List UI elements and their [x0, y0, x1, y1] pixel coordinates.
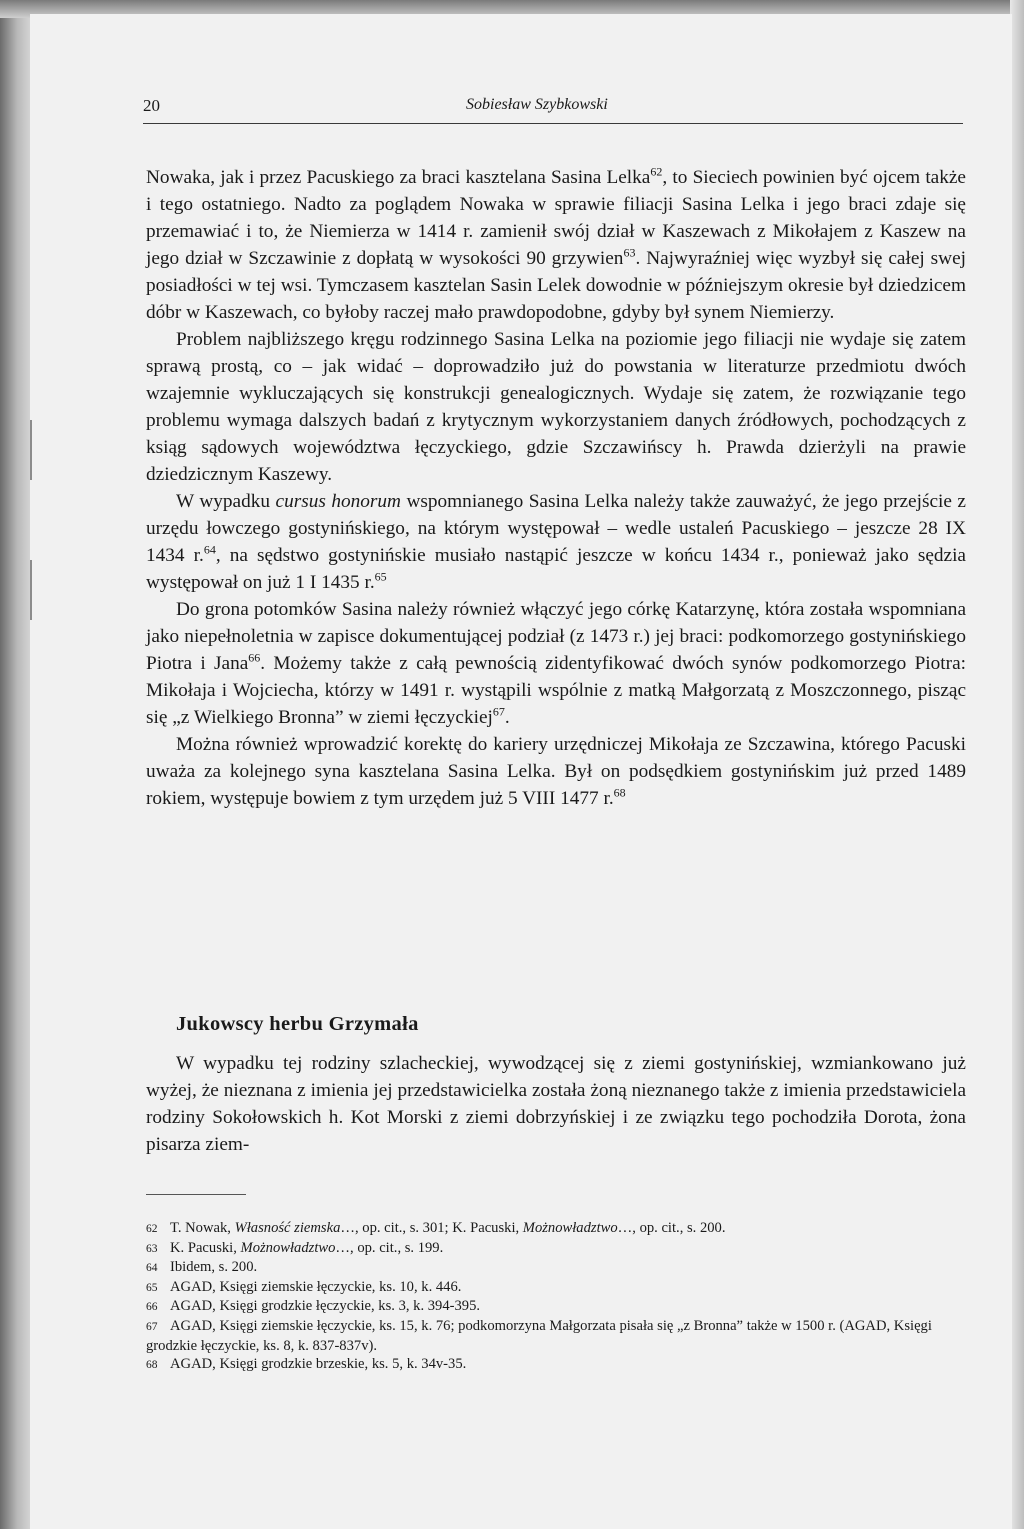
footnote-text: K. Pacuski,: [170, 1239, 241, 1256]
footnote-ref: 66: [248, 650, 261, 665]
page-number: 20: [143, 96, 160, 115]
footnote-number: 68: [146, 1359, 158, 1372]
footnote-title: Własność ziemska: [234, 1220, 341, 1236]
footnote-text: …, op. cit., s. 200.: [617, 1220, 726, 1236]
paragraph: Można również wprowadzić korektę do kariery urzędniczej Mikołaja ze Szczawina, którego Pacuski uważa za kolejnego syna kasztelana Sasina Lelka. Był on podsędkiem gostynińskim już przed 1489 rokiem, występuje bowiem z tym urzędem już 5 VIII 1477 r.$^{68}$: [146, 734, 966, 809]
footnote-ref: 68: [613, 785, 626, 800]
main-text: [146, 164, 966, 812]
paragraph: Nowaka, jak i przez Pacuskiego za braci kasztelana Sasina Lelka$^{62}$, to Sieciech powinien być ojcem także i tego ostatniego. Nadto za poglądem Nowaka w sprawie filiacji Sasina Lelka i jego braci zdaje się przemawiać i to, że Niemierza w 1414 r. zamienił swój dział w Kaszewach z Mikołajem z Kaszew na jego dział w Szczawinie z dopłatą w wysokości 90 grzywien$^{63}$. Najwyraźniej więc wyzbył się całej swej posiadłości w tej wsi. Tymczasem kasztelan Sasin Lelek dowodnie w późniejszym okresie był dziedzicem dóbr w Kaszewach, co byłoby raczej mało prawdopodobne, gdyby był synem Niemierzy.: [146, 164, 967, 323]
footnote-ref: 64: [203, 542, 216, 557]
footnote-title: Możnowładztwo: [240, 1239, 336, 1256]
footnote-number: 66: [146, 1301, 158, 1314]
scan-right-edge: [1010, 0, 1024, 1529]
latin-term: cursus honorum: [275, 491, 401, 512]
footnote-number: 63: [146, 1242, 158, 1255]
footnote: [146, 1297, 966, 1317]
footnote-number: 62: [146, 1223, 158, 1235]
footnote-ref: 65: [374, 569, 387, 584]
footnote-text: …, op. cit., s. 301; K. Pacuski,: [340, 1220, 523, 1236]
paragraph: Do grona potomków Sasina należy również włączyć jego córkę Katarzynę, która została wspomniana jako niepełnoletnia w zapisce dokumentującej podział (z 1473 r.) jej braci: podkomorzego gostynińskiego Piotra i Jana$^{66}$. Możemy także z całą pewnością zidentyfikować dwóch synów podkomorzego Piotra: Mikołaja i Wojciecha, którzy w 1491 r. wystąpili wspólnie z matką Małgorzatą z Moszczonnego, pisząc się „z Wielkiego Bronna” w ziemi łęczyckiej$^{67}$.: [146, 599, 966, 728]
footnote-text: T. Nowak,: [170, 1220, 235, 1236]
paragraph: Problem najbliższego kręgu rodzinnego Sasina Lelka na poziomie jego filiacji nie wydaje się zatem sprawą prostą, co – jak widać – doprowadziło już do powstania w literaturze przedmiotu dwóch wzajemnie wykluczających się konstrukcji genealogicznych. Wydaje się zatem, że rozwiązanie tego problemu wymaga dalszych badań z krytycznym wykorzystaniem danych źródłowych, pochodzących z ksiąg sądowych województwa łęczyckiego, gdzie Szczawińscy h. Prawda dzierżyli na prawie dziedzicznym Kaszewy.: [146, 329, 966, 485]
footnote-text: Ibidem, s. 200.: [170, 1259, 258, 1276]
footnote-text: AGAD, Księgi ziemskie łęczyckie, ks. 15, k. 76; podkomorzyna Małgorzata pisała się „z Bronna” także w 1500 r. (AGAD, Księgi grodzkie łęczyckie, ks. 8, k. 837-837v).: [146, 1317, 932, 1354]
running-head: [143, 92, 963, 126]
footnote-number: 64: [146, 1262, 158, 1275]
footnote: [146, 1278, 966, 1298]
footnote-ref: 62: [650, 164, 663, 179]
footnote-number: 65: [146, 1281, 158, 1294]
footnote-text: AGAD, Księgi ziemskie łęczyckie, ks. 10, k. 446.: [170, 1278, 462, 1295]
footnote-title: Możnowładztwo: [522, 1220, 618, 1236]
footnote-ref: 63: [623, 245, 636, 260]
footnote: [146, 1355, 966, 1375]
footnote-ref: 67: [492, 704, 505, 719]
footnote: [146, 1317, 966, 1355]
binding-mark: [0, 560, 32, 620]
section-heading: Jukowscy herbu Grzymała: [176, 1013, 419, 1035]
footnote-rule: [146, 1194, 246, 1195]
running-title: Sobiesław Szybkowski: [466, 96, 608, 113]
footnote-text: AGAD, Księgi grodzkie łęczyckie, ks. 3, k. 394-395.: [170, 1298, 481, 1315]
footnotes-list: [146, 1219, 966, 1375]
section-paragraph: W wypadku tej rodziny szlacheckiej, wywodzącej się z ziemi gostynińskiej, wzmiankowano już wyżej, że nieznana z imienia jej przedstawicielka została żoną nieznanego także z imienia przedstawiciela rodziny Sokołowskich h. Kot Morski z ziemi dobrzyńskiej i ze związku tego pochodziła Dorota, żona pisarza ziem-: [146, 1053, 966, 1155]
footnote-number: 67: [146, 1320, 158, 1333]
paragraph: W wypadku cursus honorum wspomnianego Sasina Lelka należy także zauważyć, że jego przejście z urzędu łowczego gostynińskiego, na którym występował – wedle ustaleń Pacuskiego – jeszcze 28 IX 1434 r.$^{64}$, na sędstwo gostynińskie musiało nastąpić jeszcze w końcu 1434 r., ponieważ jako sędzia występował on już 1 I 1435 r.$^{65}$: [146, 491, 966, 593]
footnote: [146, 1239, 966, 1259]
footnote-text: AGAD, Księgi grodzkie brzeskie, ks. 5, k. 34v-35.: [170, 1356, 467, 1373]
footnote: [146, 1258, 966, 1278]
footnote-text: …, op. cit., s. 199.: [335, 1239, 444, 1256]
header-rule: [143, 123, 963, 124]
binding-mark: [0, 420, 32, 480]
footnote: [146, 1219, 966, 1239]
